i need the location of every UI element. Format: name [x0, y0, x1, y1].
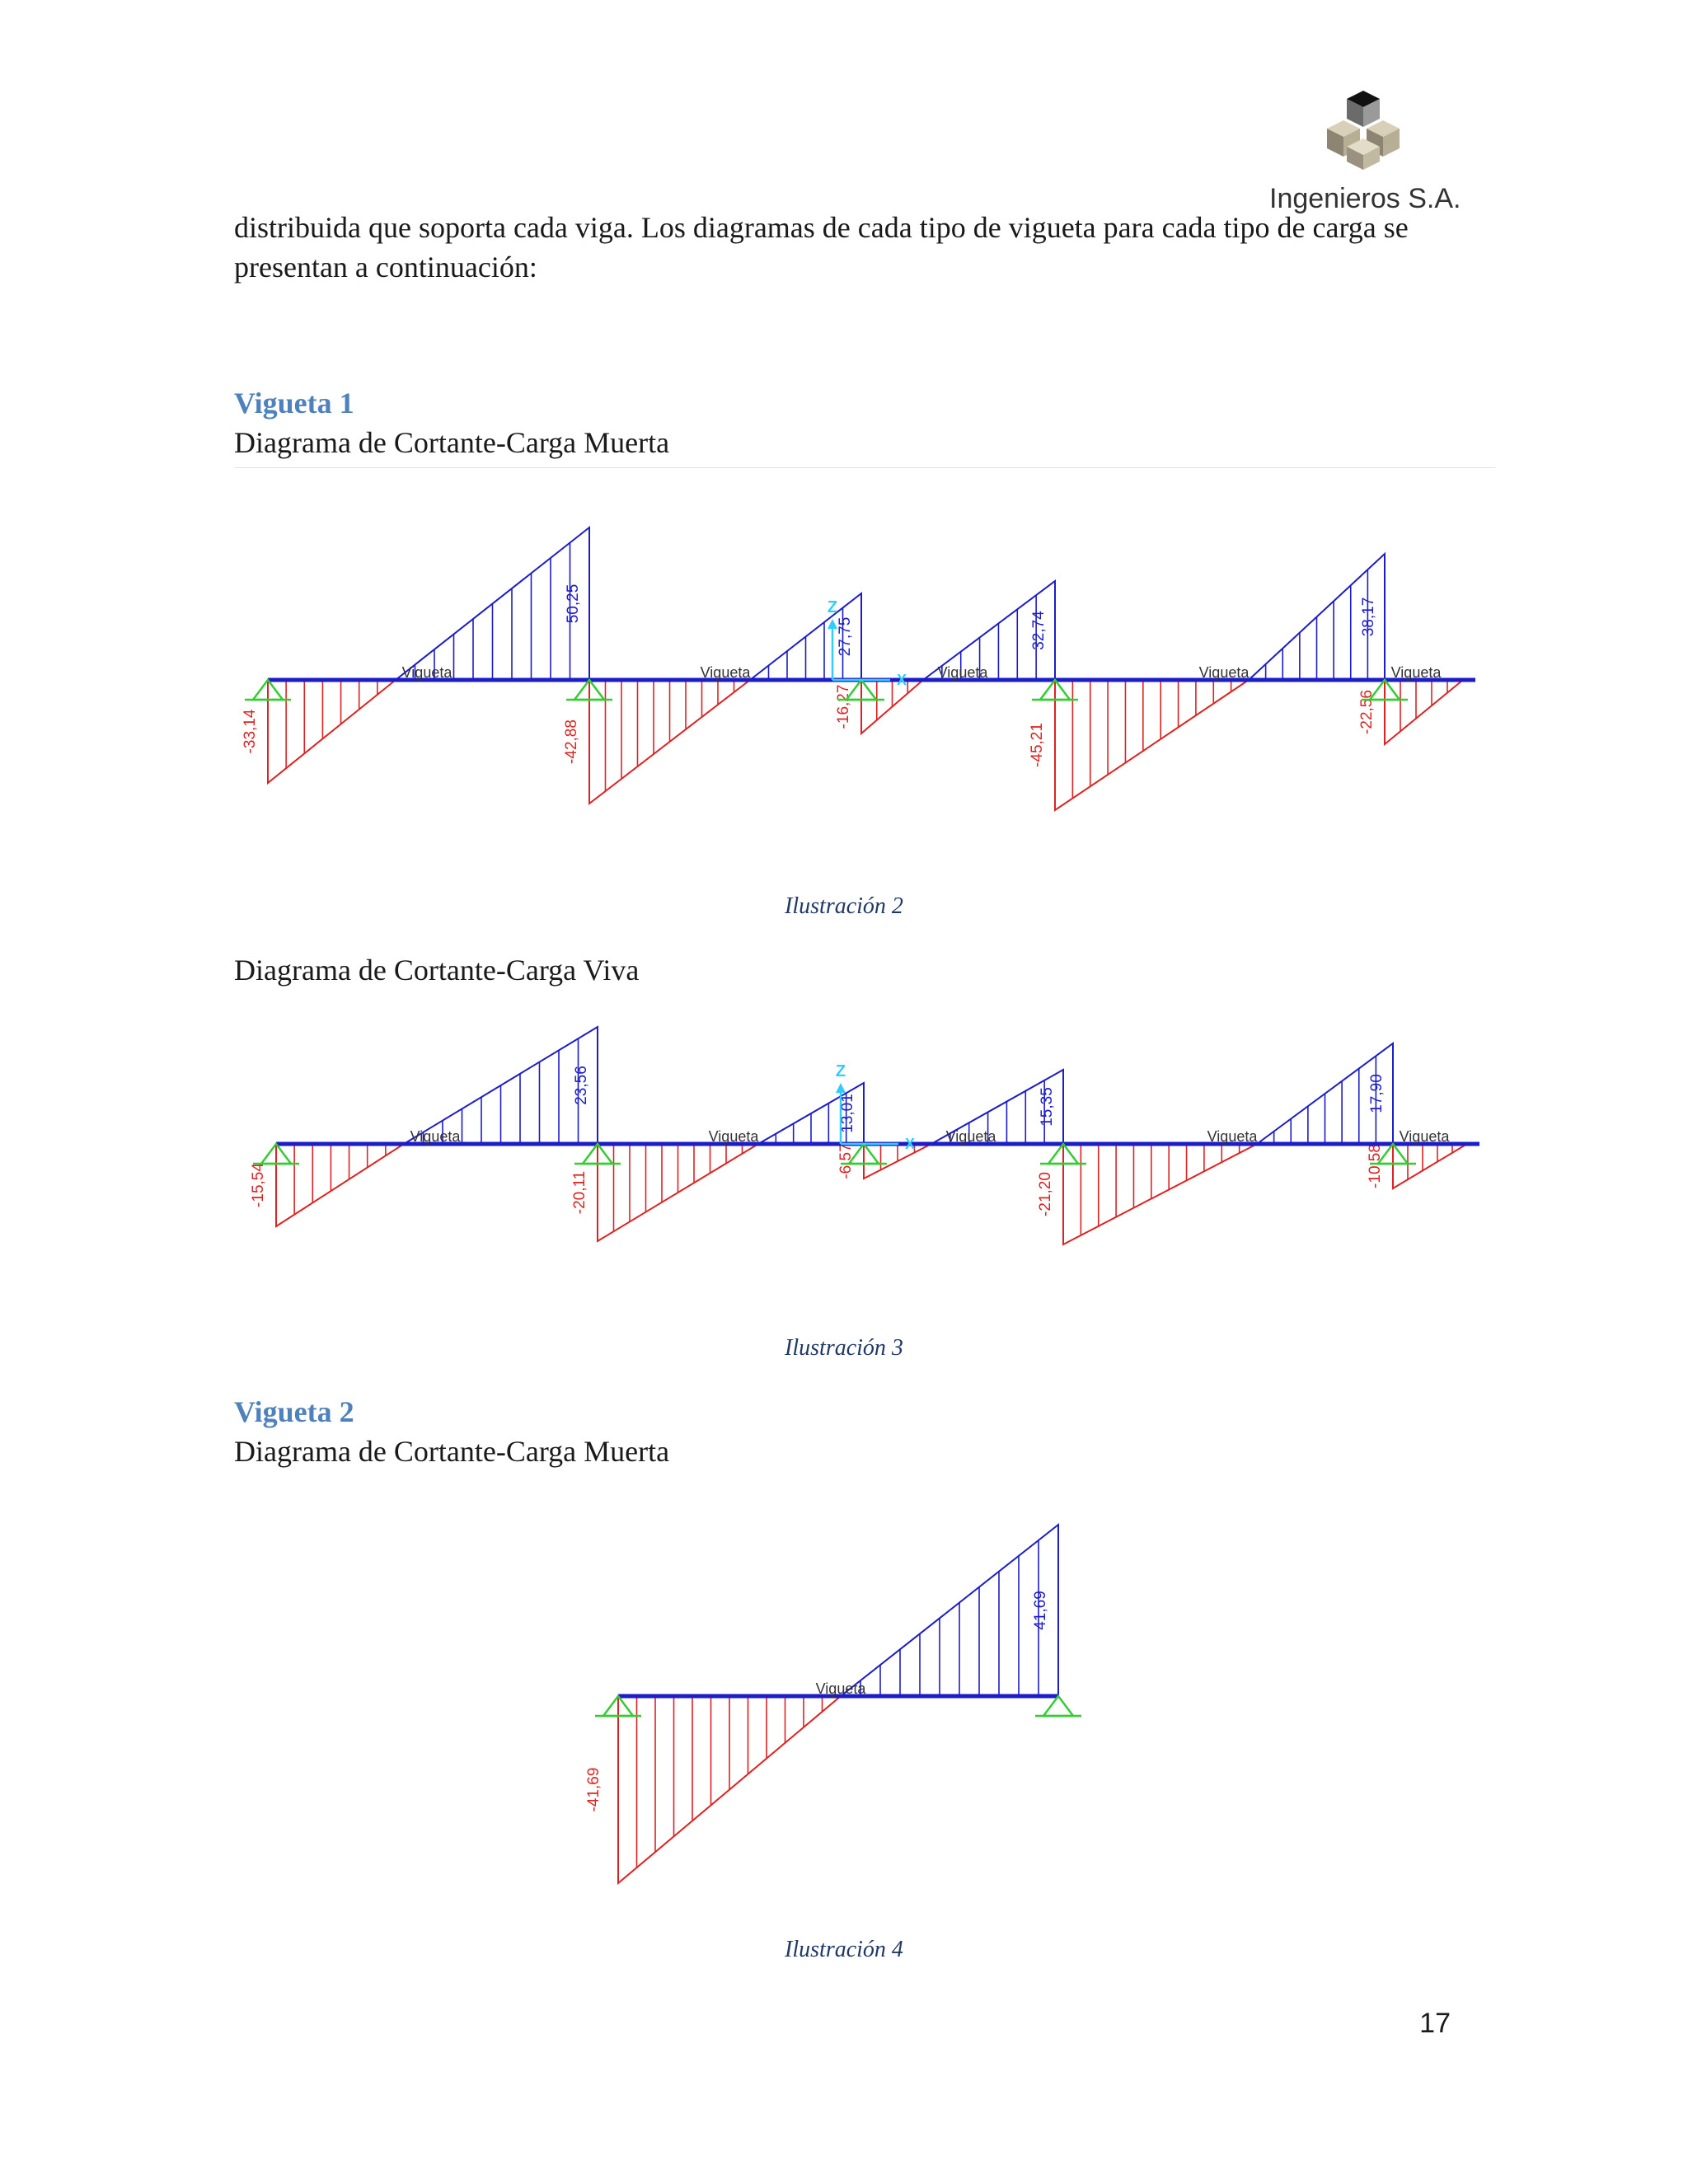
negative-shear-4-value-label: -22,56	[1358, 690, 1376, 734]
positive-shear-1-value-label: 13,01	[839, 1094, 856, 1133]
subtitle-live-load: Diagrama de Cortante-Carga Viva	[234, 954, 640, 987]
positive-shear-3-value-label: 38,17	[1360, 597, 1377, 637]
member-label: Vigueta	[815, 1680, 866, 1697]
positive-shear-0-value-label: 23,56	[573, 1066, 590, 1105]
company-name: Ingenieros S.A.	[1269, 183, 1461, 214]
member-label: Vigueta	[937, 664, 988, 681]
section-title-vigueta-1: Vigueta 1	[234, 387, 354, 419]
negative-shear-4-region	[1385, 680, 1463, 744]
member-label: Vigueta	[1198, 664, 1250, 681]
axis-x-label: X	[897, 672, 907, 688]
negative-shear-2-value-label: -6,57	[837, 1143, 855, 1179]
positive-shear-0-region	[841, 1525, 1058, 1696]
member-label: Vigueta	[401, 664, 452, 681]
member-label: Vigueta	[1399, 1128, 1450, 1145]
shear-diagram-live-load-vigueta-1	[247, 1014, 1500, 1277]
company-logo	[1269, 91, 1459, 214]
negative-shear-0-value-label: -33,14	[241, 709, 259, 754]
axis-z-label: Z	[835, 1062, 846, 1080]
caption-ilustracion-3: Ilustración 3	[785, 1335, 903, 1361]
negative-shear-3-value-label: -21,20	[1037, 1172, 1054, 1216]
caption-ilustracion-2: Ilustración 2	[785, 893, 903, 919]
page-number: 17	[1419, 2008, 1451, 2039]
section-title-vigueta-2: Vigueta 2	[234, 1395, 354, 1428]
positive-shear-2-value-label: 15,35	[1039, 1087, 1056, 1127]
negative-shear-3-region	[1063, 1144, 1257, 1244]
negative-shear-3-value-label: -45,21	[1029, 723, 1046, 767]
negative-shear-2-value-label: -16,27	[835, 684, 852, 729]
member-label: Vigueta	[708, 1128, 759, 1145]
positive-shear-0-value-label: 50,25	[565, 583, 582, 624]
cubes-logo-icon	[1325, 91, 1401, 170]
subtitle-dead-load-2: Diagrama de Cortante-Carga Muerta	[234, 1435, 670, 1468]
axis-x-label: X	[905, 1136, 916, 1152]
positive-shear-1-value-label: 27,75	[837, 616, 854, 657]
negative-shear-0-region	[276, 1144, 404, 1226]
intro-paragraph: distribuida que soporta cada viga. Los diagramas de cada tipo de vigueta para cada tipo de carga se presentan a continuación:	[234, 211, 1409, 284]
subtitle-dead-load-1: Diagrama de Cortante-Carga Muerta	[234, 426, 670, 459]
support-triangle	[1043, 1696, 1073, 1716]
negative-shear-3-region	[1055, 680, 1249, 810]
shear-diagram-dead-load-vigueta-2	[569, 1508, 1113, 1912]
member-label: Vigueta	[1207, 1128, 1258, 1145]
axis-z-arrow	[836, 1083, 846, 1093]
positive-shear-2-value-label: 32,74	[1030, 611, 1048, 650]
negative-shear-1-value-label: -20,11	[571, 1170, 588, 1215]
positive-shear-0-value-label: 41,69	[1032, 1591, 1049, 1630]
member-label: Vigueta	[1390, 664, 1442, 681]
negative-shear-4-value-label: -10,58	[1367, 1144, 1384, 1188]
section-divider	[234, 467, 1495, 468]
member-label: Vigueta	[410, 1128, 461, 1145]
negative-shear-4-region	[1393, 1144, 1467, 1188]
negative-shear-0-region	[268, 680, 396, 783]
member-label: Vigueta	[945, 1128, 996, 1145]
negative-shear-0-value-label: -15,54	[250, 1163, 267, 1207]
negative-shear-1-value-label: -42,88	[563, 719, 580, 764]
member-label: Vigueta	[700, 664, 751, 681]
shear-diagram-dead-load-vigueta-1	[241, 503, 1500, 832]
axis-z-label: Z	[827, 598, 838, 616]
positive-shear-3-value-label: 17,90	[1368, 1074, 1386, 1113]
caption-ilustracion-4: Ilustración 4	[785, 1937, 903, 1962]
negative-shear-0-value-label: -41,69	[585, 1767, 603, 1812]
